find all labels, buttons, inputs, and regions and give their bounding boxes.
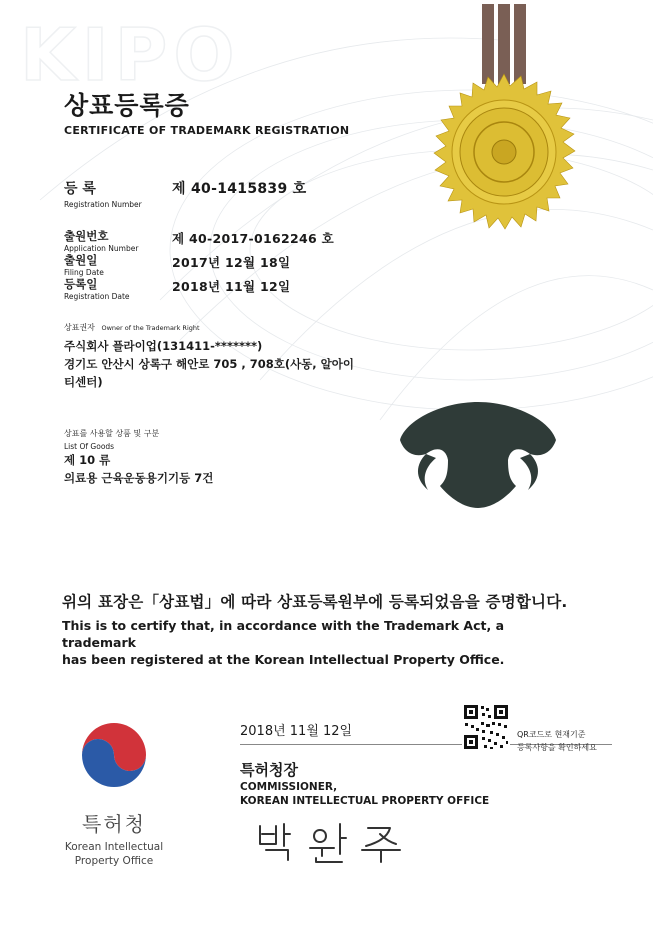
qr-code-icon[interactable] [462,703,510,751]
registration-date: 2018년 11월 12일 [172,279,291,294]
kipo-watermark: KIPO [20,13,241,97]
filing-label: 출원일 [64,253,98,267]
registration-label: 등 록 [64,181,96,197]
filing-block [64,252,104,277]
owner-label: 상표권자 [64,323,95,332]
ribbon-stripe-2 [498,4,510,84]
owner-block [64,322,354,391]
gold-seal [420,0,590,240]
reg-date-label: 등록일 [64,277,98,291]
certification-en-line2: has been registered at the Korean Intellectual Property Office. [62,652,505,667]
registration-block [64,178,142,209]
application-block [64,228,138,253]
office-name: 특허청 [82,812,146,836]
office-name-en-line2: Property Office [74,855,154,867]
goods-class: 제 10 류 [64,453,111,467]
qr-note-line1: QR코드로 현재기준 [517,730,586,739]
page-subtitle: CERTIFICATE OF TRADEMARK REGISTRATION [64,124,350,137]
commissioner-en-line2: KOREAN INTELLECTUAL PROPERTY OFFICE [240,795,490,807]
commissioner-en-line1: COMMISSIONER, [240,781,338,793]
registration-label-en: Registration Number [64,200,142,209]
qr-note-line2: 등록사항을 확인하세요 [517,743,597,752]
application-number: 제 40-2017-0162246 호 [172,231,334,246]
commissioner-title: 특허청장 [240,761,298,779]
application-label-en: Application Number [64,244,139,253]
commissioner-title-en [240,780,489,808]
filing-date: 2017년 12월 18일 [172,255,291,270]
goods-block [64,428,213,487]
ribbon-stripe-1 [482,4,494,84]
signature [250,816,420,866]
ribbon-stripe-3 [514,4,526,84]
registration-number: 제 40-1415839 호 [172,181,307,197]
owner-label-en: Owner of the Trademark Right [101,324,200,332]
office-name-en-line1: Korean Intellectual [64,841,164,853]
goods-description: 의료용 근육운동용기기등 7건 [64,471,214,485]
goods-label: 상표를 사용할 상품 및 구분 [64,429,160,438]
owner-address-line2: 티센터) [64,375,103,389]
goods-label-en: List Of Goods [64,442,115,451]
issue-date: 2018년 11월 12일 [240,724,353,739]
application-label: 출원번호 [64,229,109,243]
office-name-en [50,840,178,868]
qr-note [517,728,597,754]
reg-date-label-en: Registration Date [64,292,130,301]
owner-address-line1: 경기도 안산시 상록구 해안로 705 , 708호(사동, 알아이 [64,357,354,371]
certification-ko: 위의 표장은「상표법」에 따라 상표등록원부에 등록되었음을 증명합니다. [62,593,568,611]
certification-en [62,617,582,668]
page-title: 상표등록증 [64,91,190,120]
reg-date-block [64,276,130,301]
owner-name: 주식회사 플라이업(131411-*******) [64,339,263,353]
trademark-mark [392,394,564,512]
filing-label-en: Filing Date [64,268,104,277]
kipo-logo [76,715,152,791]
certification-en-line1: This is to certify that, in accordance with the Trademark Act, a trademark [62,618,505,650]
